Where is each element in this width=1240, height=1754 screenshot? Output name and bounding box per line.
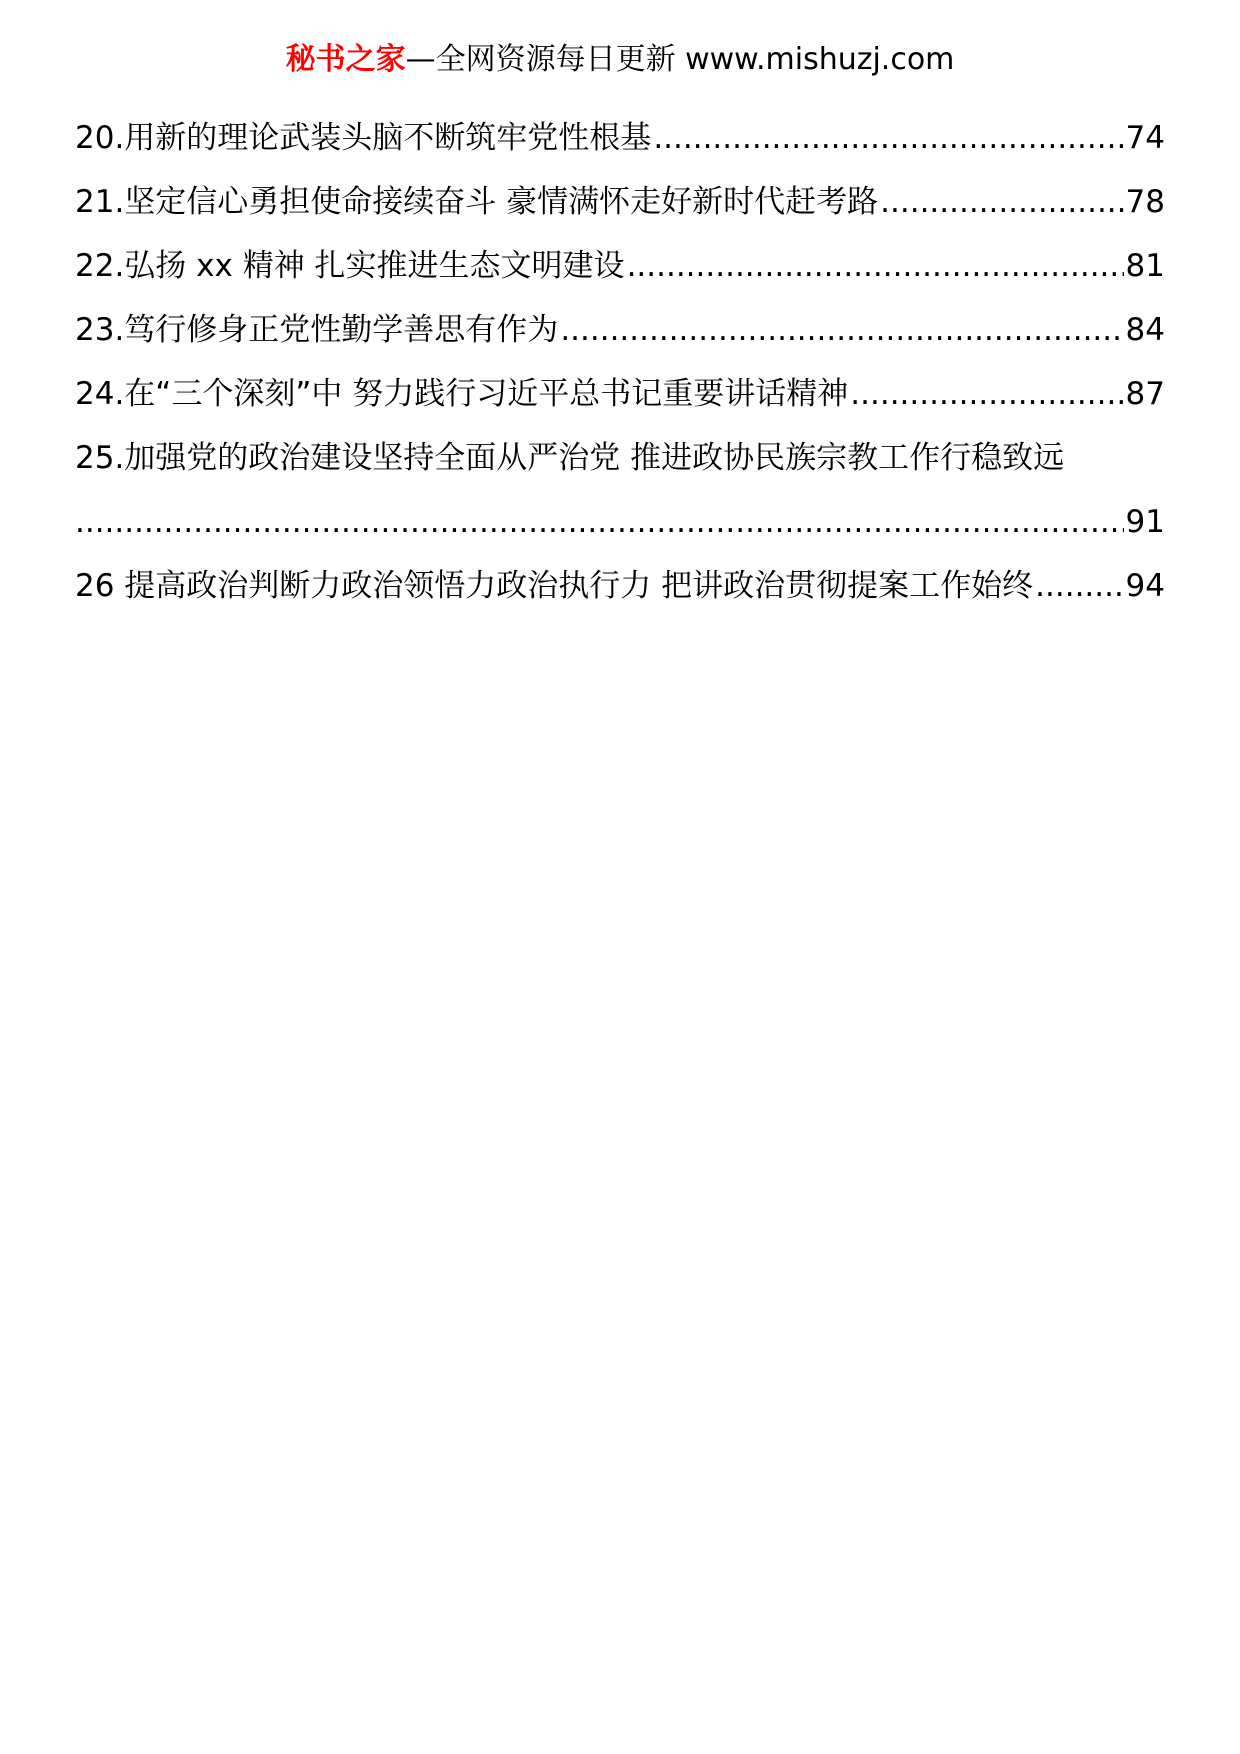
toc-entry[interactable] — [75, 298, 1165, 362]
toc-entry-page: 81 — [1125, 248, 1165, 284]
toc-entry-page: 74 — [1125, 120, 1165, 156]
toc-dot-leader — [653, 106, 1123, 170]
toc-entry-page: 87 — [1125, 376, 1165, 412]
table-of-contents — [75, 106, 1165, 618]
toc-entry-page: 94 — [1125, 568, 1165, 604]
toc-entry-title: 21.坚定信心勇担使命接续奋斗 豪情满怀走好新时代赶考路 — [75, 184, 879, 220]
page-header — [0, 40, 1240, 80]
toc-entry[interactable] — [75, 170, 1165, 234]
toc-entry-title: 26 提高政治判断力政治领悟力政治执行力 把讲政治贯彻提案工作始终 — [75, 568, 1034, 604]
toc-entry[interactable] — [75, 362, 1165, 426]
toc-dot-leader — [75, 490, 1124, 554]
toc-entry-page: 84 — [1125, 312, 1165, 348]
toc-dot-leader — [627, 234, 1124, 298]
toc-entry[interactable] — [75, 234, 1165, 298]
toc-dot-leader — [880, 170, 1123, 234]
toc-dot-leader — [1035, 554, 1123, 618]
toc-entry[interactable] — [75, 426, 1165, 554]
toc-dot-leader — [850, 362, 1123, 426]
toc-entry-page: 91 — [1125, 504, 1165, 540]
header-brand: 秘书之家 — [285, 42, 406, 77]
toc-entry-title: 25.加强党的政治建设坚持全面从严治党 推进政协民族宗教工作行稳致远 — [75, 440, 1065, 476]
toc-entry-page: 78 — [1125, 184, 1165, 220]
toc-entry[interactable] — [75, 554, 1165, 618]
header-tagline: —全网资源每日更新 www.mishuzj.com — [405, 42, 955, 77]
toc-entry[interactable] — [75, 106, 1165, 170]
toc-dot-leader — [560, 298, 1123, 362]
toc-entry-title: 24.在“三个深刻”中 努力践行习近平总书记重要讲话精神 — [75, 376, 849, 412]
toc-entry-title: 20.用新的理论武装头脑不断筑牢党性根基 — [75, 120, 652, 156]
toc-entry-continuation — [75, 490, 1165, 554]
toc-entry-title: 23.笃行修身正党性勤学善思有作为 — [75, 312, 559, 348]
toc-entry-title: 22.弘扬 xx 精神 扎实推进生态文明建设 — [75, 248, 625, 284]
